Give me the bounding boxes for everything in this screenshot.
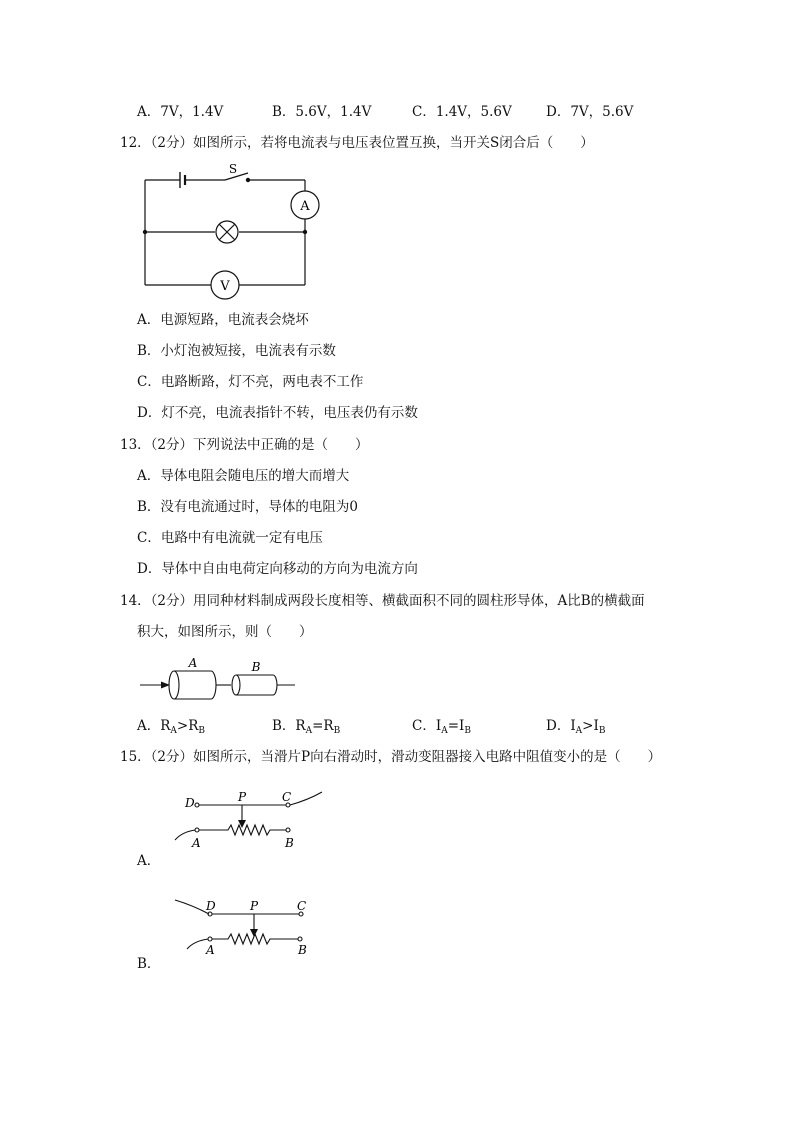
terminal-b-label: B (298, 943, 307, 957)
conductor-a-label: A (188, 656, 198, 670)
q15-option-b-label: B． (137, 956, 161, 972)
q13-option-c: C．电路中有电流就一定有电压 (137, 530, 323, 546)
q12-option-b: B．小灯泡被短接，电流表有示数 (137, 343, 336, 359)
q11-option-d: D．7V，5.6V (546, 104, 634, 120)
q15-rheostat-diagram-a (170, 788, 330, 853)
terminal-d-label: D (206, 899, 216, 913)
voltmeter-label: V (220, 279, 230, 294)
switch-label: S (228, 162, 238, 176)
q14-stem-line1: 14．（2分）用同种材料制成两段长度相等、横截面积不同的圆柱形导体，A比B的横截面 (120, 593, 645, 609)
terminal-a-label: A (192, 836, 201, 850)
q14-conductor-diagram (140, 655, 300, 700)
q13-stem: 13．（2分）下列说法中正确的是（ ） (120, 437, 369, 453)
q13-option-d: D．导体中自由电荷定向移动的方向为电流方向 (137, 561, 418, 577)
q11-option-c: C．1.4V，5.6V (412, 104, 512, 120)
q14-option-c: C．$I_A=I_B$ (412, 718, 471, 736)
q15-stem: 15．（2分）如图所示，当滑片P向右滑动时，滑动变阻器接入电路中阻值变小的是（ ） (120, 749, 662, 765)
q12-stem: 12．（2分）如图所示，若将电流表与电压表位置互换，当开关S闭合后（ ） (120, 135, 594, 151)
conductor-b-label: B (251, 660, 261, 674)
q14-option-d: D．$I_A>I_B$ (546, 718, 606, 736)
q14-stem-line2: 积大，如图所示，则（ ） (137, 624, 313, 640)
terminal-b-label: B (285, 836, 294, 850)
q15-rheostat-diagram-b (172, 897, 332, 962)
q12-circuit-diagram (140, 160, 330, 300)
q13-option-b: B．没有电流通过时，导体的电阻为0 (137, 499, 359, 515)
ammeter-label: A (300, 199, 310, 214)
q12-option-d: D．灯不亮，电流表指针不转，电压表仍有示数 (137, 405, 418, 421)
terminal-c-label: C (297, 899, 307, 913)
q14-option-b: B．$R_A=R_B$ (272, 718, 341, 736)
q11-option-b: B．5.6V，1.4V (272, 104, 372, 120)
q11-option-a: A．7V，1.4V (137, 104, 224, 120)
q12-option-c: C．电路断路，灯不亮，两电表不工作 (137, 374, 364, 390)
terminal-d-label: D (185, 796, 195, 810)
q12-option-a: A．电源短路，电流表会烧坏 (137, 312, 309, 328)
q15-option-a-label: A． (137, 853, 161, 869)
terminal-c-label: C (282, 790, 292, 804)
terminal-a-label: A (206, 943, 215, 957)
q13-option-a: A．导体电阻会随电压的增大而增大 (137, 468, 350, 484)
q14-option-a: A．$R_A>R_B$ (137, 718, 206, 736)
slider-p-label: P (238, 790, 247, 804)
slider-p-label: P (250, 899, 259, 913)
